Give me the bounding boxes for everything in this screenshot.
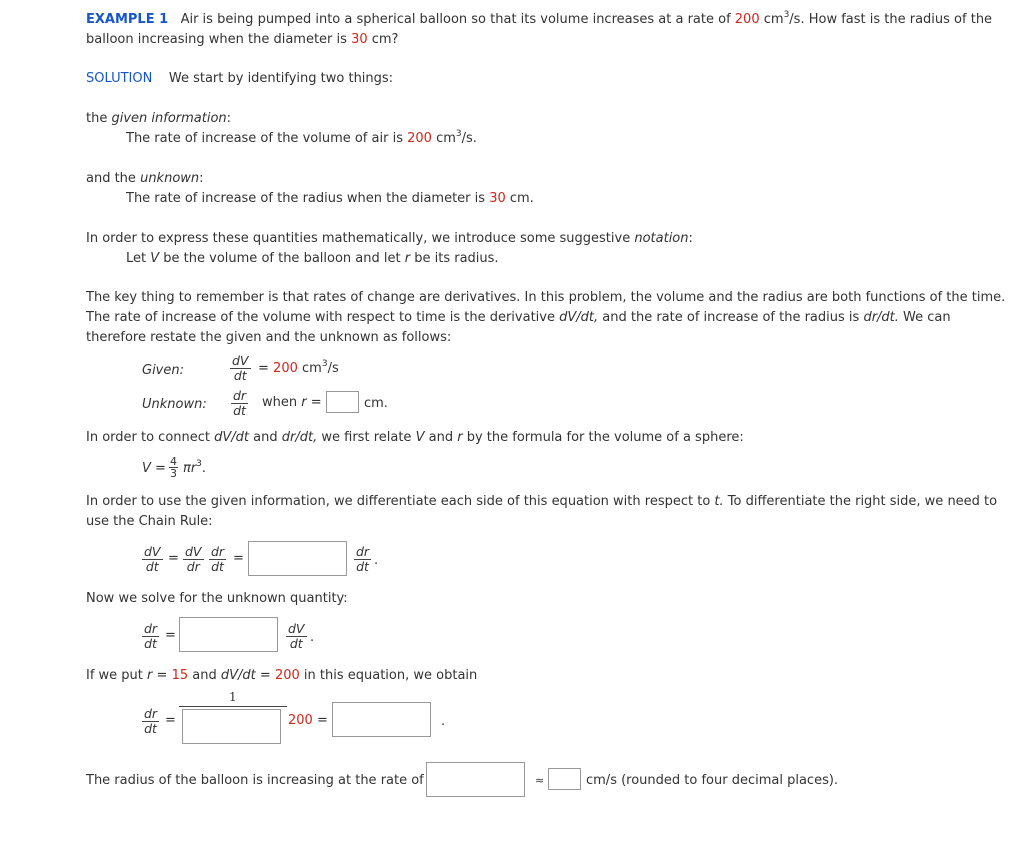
solve-period: . <box>310 630 315 645</box>
notation-line: In order to express these quantities mathematically, we introduce some suggestive notation: <box>86 231 693 246</box>
result-fraction-bar <box>179 706 287 707</box>
given-label: Given: <box>142 363 184 378</box>
example-line-1: EXAMPLE 1 Air is being pumped into a spherical balloon so that its volume increases at a rate of 200 $cm^3/s$. How fast is the radius of the <box>86 10 993 27</box>
chain-period: . <box>374 553 379 568</box>
result-value: 200 = <box>288 713 328 728</box>
unknown-label: Unknown: <box>142 397 207 412</box>
key-paragraph-line-3: therefore restate the given and the unknown as follows: <box>86 330 452 345</box>
solve-input[interactable] <box>179 617 278 652</box>
when-r-text: when r = <box>262 395 322 410</box>
dV-dt-fraction: $\frac{dV}{dt}$ <box>232 353 249 383</box>
conclusion-text: The radius of the balloon is increasing at the rate of <box>86 773 424 788</box>
conclusion-rounded-input[interactable] <box>548 768 581 790</box>
chain-eq-2: = <box>233 551 244 566</box>
solve-line: Now we solve for the unknown quantity: <box>86 591 348 606</box>
result-input[interactable] <box>332 702 431 737</box>
result-dr-dt: $\frac{dr}{dt}$ <box>144 706 158 736</box>
chain-result-dr-dt: $\frac{dr}{dt}$ <box>356 544 370 574</box>
result-period: . <box>441 714 446 729</box>
given-info-heading: the given information: <box>86 111 232 126</box>
solve-dV-dt: $\frac{dV}{dt}$ <box>288 621 305 651</box>
pi-r-cubed: $\pi r^3$. <box>183 459 207 476</box>
four-thirds-fraction: 4 3 <box>170 455 177 480</box>
solution-label: SOLUTION <box>86 71 153 86</box>
dr-dt-fraction: $\frac{dr}{dt}$ <box>233 388 247 418</box>
unknown-info-heading: and the unknown: <box>86 171 204 186</box>
unknown-info-line: The rate of increase of the radius when the diameter is 30 cm. <box>126 191 534 206</box>
solve-dr-dt: $\frac{dr}{dt}$ <box>144 621 158 651</box>
differentiate-line-1: In order to use the given information, we differentiate each side of this equation with respect to t. To differentiate the right side, we need to <box>86 494 998 509</box>
radius-input[interactable] <box>326 391 359 413</box>
differentiate-line-2: use the Chain Rule: <box>86 514 213 529</box>
given-value: = 200 $cm^3/s$ <box>258 359 339 376</box>
example-label: EXAMPLE 1 <box>86 12 169 27</box>
substitute-line: If we put r = 15 and dV/dt = 200 in this equation, we obtain <box>86 668 478 683</box>
solution-line: SOLUTION We start by identifying two things: <box>86 71 394 86</box>
conclusion-tail: cm/s (rounded to four decimal places). <box>586 773 839 788</box>
approx-symbol: ≈ <box>535 774 545 787</box>
key-paragraph-line-2: The rate of increase of the volume with respect to time is the derivative dV/dt, and the rate of increase of the radius is dr/dt. We can <box>86 310 951 325</box>
key-paragraph-line-1: The key thing to remember is that rates of change are derivatives. In this problem, the volume and the radius are both functions of the time. <box>86 290 1006 305</box>
conclusion-exact-input[interactable] <box>426 762 525 797</box>
cm-unit: cm. <box>364 396 388 411</box>
result-eq: = <box>165 713 176 728</box>
chain-dV-dr: $\frac{dV}{dr}$ <box>185 544 202 574</box>
given-info-line: The rate of increase of the volume of air is 200 $cm^3/s$. <box>126 129 477 146</box>
notation-let-line: Let V be the volume of the balloon and let r be its radius. <box>126 251 499 266</box>
chain-eq-1: = <box>168 551 179 566</box>
connect-line: In order to connect dV/dt and dr/dt, we first relate V and r by the formula for the volume of a sphere: <box>86 430 744 445</box>
result-denominator-input[interactable] <box>182 709 281 744</box>
chain-dV-dt: $\frac{dV}{dt}$ <box>144 544 161 574</box>
chain-rule-input[interactable] <box>248 541 347 576</box>
example-line-2: balloon increasing when the diameter is 30 cm? <box>86 32 399 47</box>
solve-eq: = <box>165 628 176 643</box>
sphere-volume-formula: V = <box>142 461 166 476</box>
chain-dr-dt: $\frac{dr}{dt}$ <box>211 544 225 574</box>
result-numerator-one: 1 <box>229 690 237 704</box>
